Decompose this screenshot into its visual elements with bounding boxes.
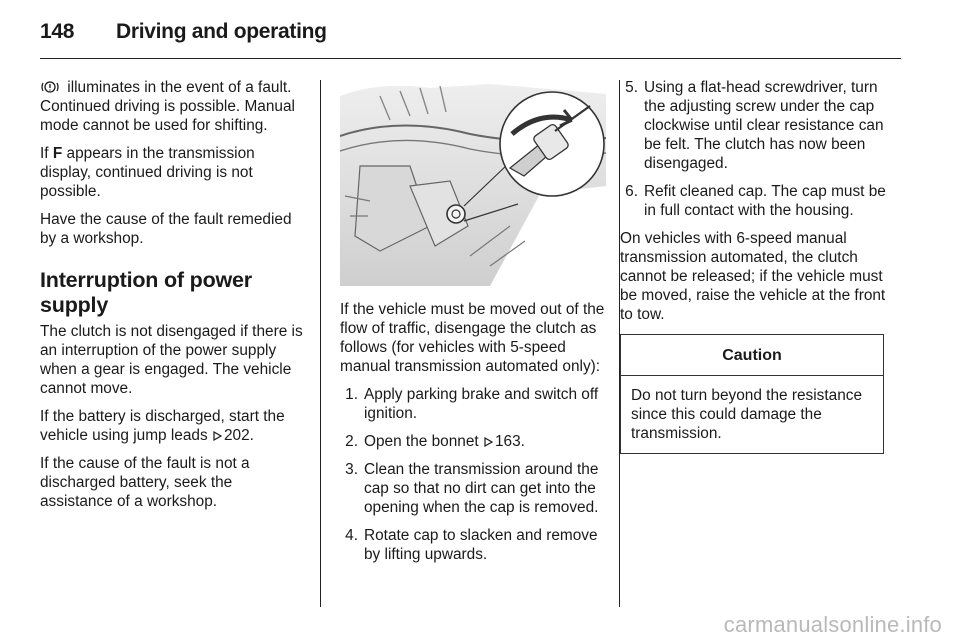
list-item <box>340 460 606 517</box>
page-reference-triangle-icon[interactable] <box>213 431 222 441</box>
step-text: Clean the transmission around the cap so that no dirt can get into the opening when the cap is removed. <box>364 461 599 516</box>
bonnet-page-link[interactable]: 163. <box>494 433 525 450</box>
column-divider-left <box>320 80 321 607</box>
battery-text: If the battery is discharged, start the vehicle using jump leads <box>40 408 285 444</box>
step-text: Using a flat-head screwdriver, turn the adjusting screw under the cap clockwise until clear resistance can be felt. The clutch has now been disengaged. <box>644 79 884 172</box>
power-supply-heading: Interruption of power supply <box>40 268 252 317</box>
workshop-paragraph: Have the cause of the fault remedied by a workshop. <box>40 211 292 247</box>
step-text: Rotate cap to slacken and remove by lifting upwards. <box>364 527 598 563</box>
step-number: 4. <box>345 527 358 544</box>
step-text: Open the bonnet <box>364 433 483 450</box>
battery-paragraph <box>40 407 308 445</box>
transmission-fault-icon <box>40 80 60 94</box>
fault-paragraph <box>40 78 308 135</box>
page-reference-triangle-icon[interactable] <box>484 437 493 447</box>
jump-leads-page-link[interactable]: 202. <box>223 427 254 444</box>
caution-title: Caution <box>621 335 883 376</box>
step-text: Refit cleaned cap. The cap must be in full contact with the housing. <box>644 183 886 219</box>
list-item <box>620 78 902 173</box>
column-left <box>40 78 308 520</box>
column-right <box>620 78 902 454</box>
caution-text: Do not turn beyond the resistance since this could damage the transmission. <box>631 387 863 442</box>
step-number: 1. <box>345 386 358 403</box>
transmission-cap-illustration <box>340 76 606 286</box>
list-item <box>340 385 606 423</box>
header-rule <box>40 58 901 59</box>
f-display-paragraph <box>40 144 308 201</box>
step-number: 3. <box>345 461 358 478</box>
step-number: 5. <box>625 79 638 96</box>
f-symbol: F <box>52 145 63 162</box>
caution-box <box>620 334 884 454</box>
six-speed-paragraph: On vehicles with 6-speed manual transmission automated, the clutch cannot be released; if the vehicle must be moved, raise the vehicle at the front to tow. <box>620 230 886 323</box>
f-display-prefix: If <box>40 145 53 162</box>
section-title: Driving and operating <box>116 20 327 43</box>
step-number: 6. <box>625 183 638 200</box>
list-item <box>340 432 606 451</box>
intro-paragraph: If the vehicle must be moved out of the flow of traffic, disengage the clutch as follows (for vehicles with 5-speed manual transmission automated only): <box>340 301 605 375</box>
fault-text: illuminates in the event of a fault. Continued driving is possible. Manual mode cannot be used for shifting. <box>40 79 295 134</box>
watermark: carmanualsonline.info <box>723 612 942 637</box>
f-display-text: appears in the transmission display, continued driving is not possible. <box>40 145 255 200</box>
seek-workshop-paragraph: If the cause of the fault is not a discharged battery, seek the assistance of a workshop. <box>40 455 250 510</box>
list-item <box>620 182 902 220</box>
steps-list-2 <box>620 78 902 220</box>
step-number: 2. <box>345 433 358 450</box>
column-middle <box>340 300 606 573</box>
clutch-paragraph: The clutch is not disengaged if there is an interruption of the power supply when a gear is engaged. The vehicle cannot move. <box>40 323 303 397</box>
step-text: Apply parking brake and switch off ignition. <box>364 386 599 422</box>
list-item <box>340 526 606 564</box>
steps-list-1 <box>340 385 606 564</box>
page-number: 148 <box>40 20 75 43</box>
